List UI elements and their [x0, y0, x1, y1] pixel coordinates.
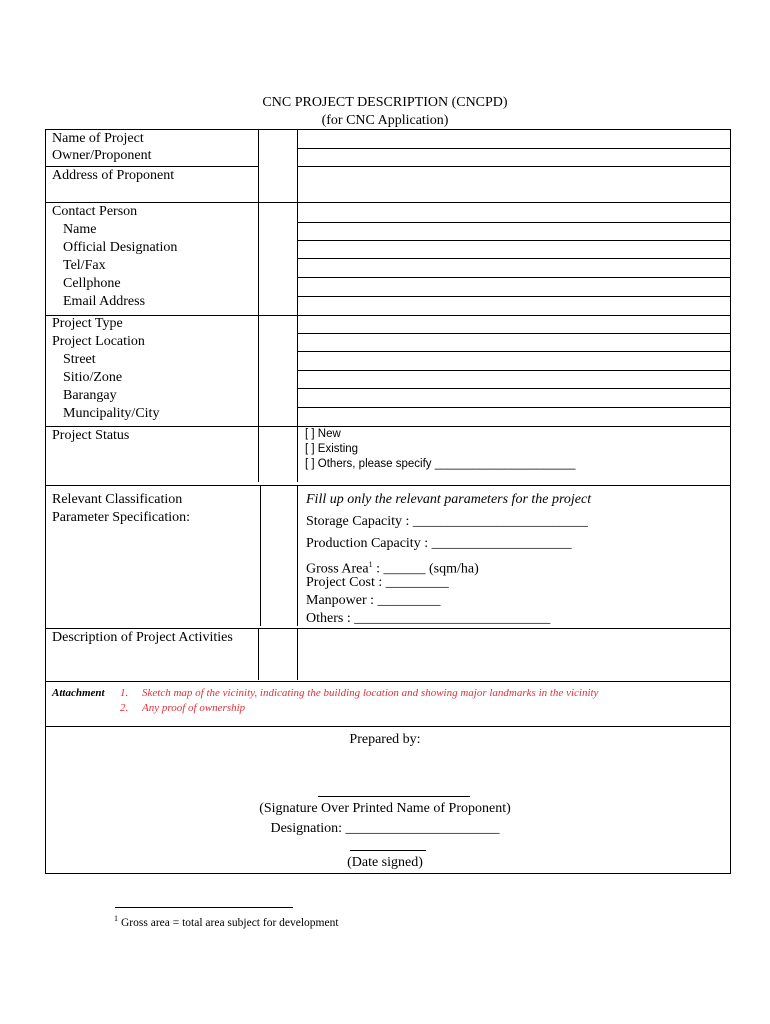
- contact-email-label: Email Address: [63, 294, 146, 309]
- location-barangay-label: Barangay: [63, 388, 117, 403]
- gross-area-blank: : ______ (sqm/ha): [372, 561, 479, 577]
- project-type-label: Project Type: [52, 316, 123, 331]
- status-label: Project Status: [52, 428, 130, 443]
- location-street-label: Street: [63, 352, 96, 367]
- signature-caption: (Signature Over Printed Name of Proponent): [259, 801, 511, 816]
- contact-name-label: Name: [63, 222, 97, 237]
- production-capacity-field[interactable]: Production Capacity : ____________________: [306, 536, 572, 551]
- others-field[interactable]: Others : ____________________________: [306, 611, 551, 626]
- classification-label-line2: Parameter Specification:: [52, 510, 190, 525]
- manpower-field[interactable]: Manpower : _________: [306, 593, 441, 608]
- attachment-item-1-num: 1.: [120, 687, 129, 699]
- date-signed-caption: (Date signed): [347, 855, 423, 870]
- address-label: Address of Proponent: [52, 168, 175, 183]
- status-option-new[interactable]: [ ] New: [305, 428, 341, 440]
- attachment-item-2-num: 2.: [120, 702, 129, 714]
- project-cost-field[interactable]: Project Cost : _________: [306, 575, 449, 590]
- attachment-item-1: Sketch map of the vicinity, indicating the building location and showing major landmarks in the vicinity: [142, 687, 599, 699]
- attachment-item-2: Any proof of ownership: [142, 702, 246, 714]
- attachment-label: Attachment: [52, 687, 105, 699]
- page-subtitle: (for CNC Application): [321, 113, 449, 128]
- owner-label-line1: Name of Project: [52, 131, 144, 146]
- status-option-existing[interactable]: [ ] Existing: [305, 443, 359, 455]
- storage-capacity-field[interactable]: Storage Capacity : _________________________: [306, 514, 588, 529]
- signature-line[interactable]: [318, 796, 470, 797]
- activities-label: Description of Project Activities: [52, 630, 233, 645]
- designation-field[interactable]: Designation: ______________________: [270, 821, 500, 836]
- page-title: CNC PROJECT DESCRIPTION (CNCPD): [262, 95, 508, 110]
- footnote-number: 1: [114, 914, 118, 923]
- footnote-text: Gross area = total area subject for development: [121, 917, 339, 929]
- contact-telfax-label: Tel/Fax: [63, 258, 106, 273]
- gross-area-label: Gross Area: [306, 561, 369, 577]
- location-heading: Project Location: [52, 334, 145, 349]
- prepared-by-label: Prepared by:: [349, 732, 421, 747]
- footnote-divider: [115, 907, 293, 908]
- classification-label-line1: Relevant Classification: [52, 492, 183, 507]
- contact-cellphone-label: Cellphone: [63, 276, 121, 291]
- status-option-others[interactable]: [ ] Others, please specify ______________________: [305, 458, 576, 470]
- date-line[interactable]: [350, 850, 426, 851]
- location-sitio-label: Sitio/Zone: [63, 370, 123, 385]
- contact-designation-label: Official Designation: [63, 240, 178, 255]
- owner-label-line2: Owner/Proponent: [52, 148, 152, 163]
- classification-instruction: Fill up only the relevant parameters for the project: [306, 492, 592, 507]
- contact-heading: Contact Person: [52, 204, 138, 219]
- location-city-label: Muncipality/City: [63, 406, 160, 421]
- footnote-ref: 1: [368, 560, 373, 569]
